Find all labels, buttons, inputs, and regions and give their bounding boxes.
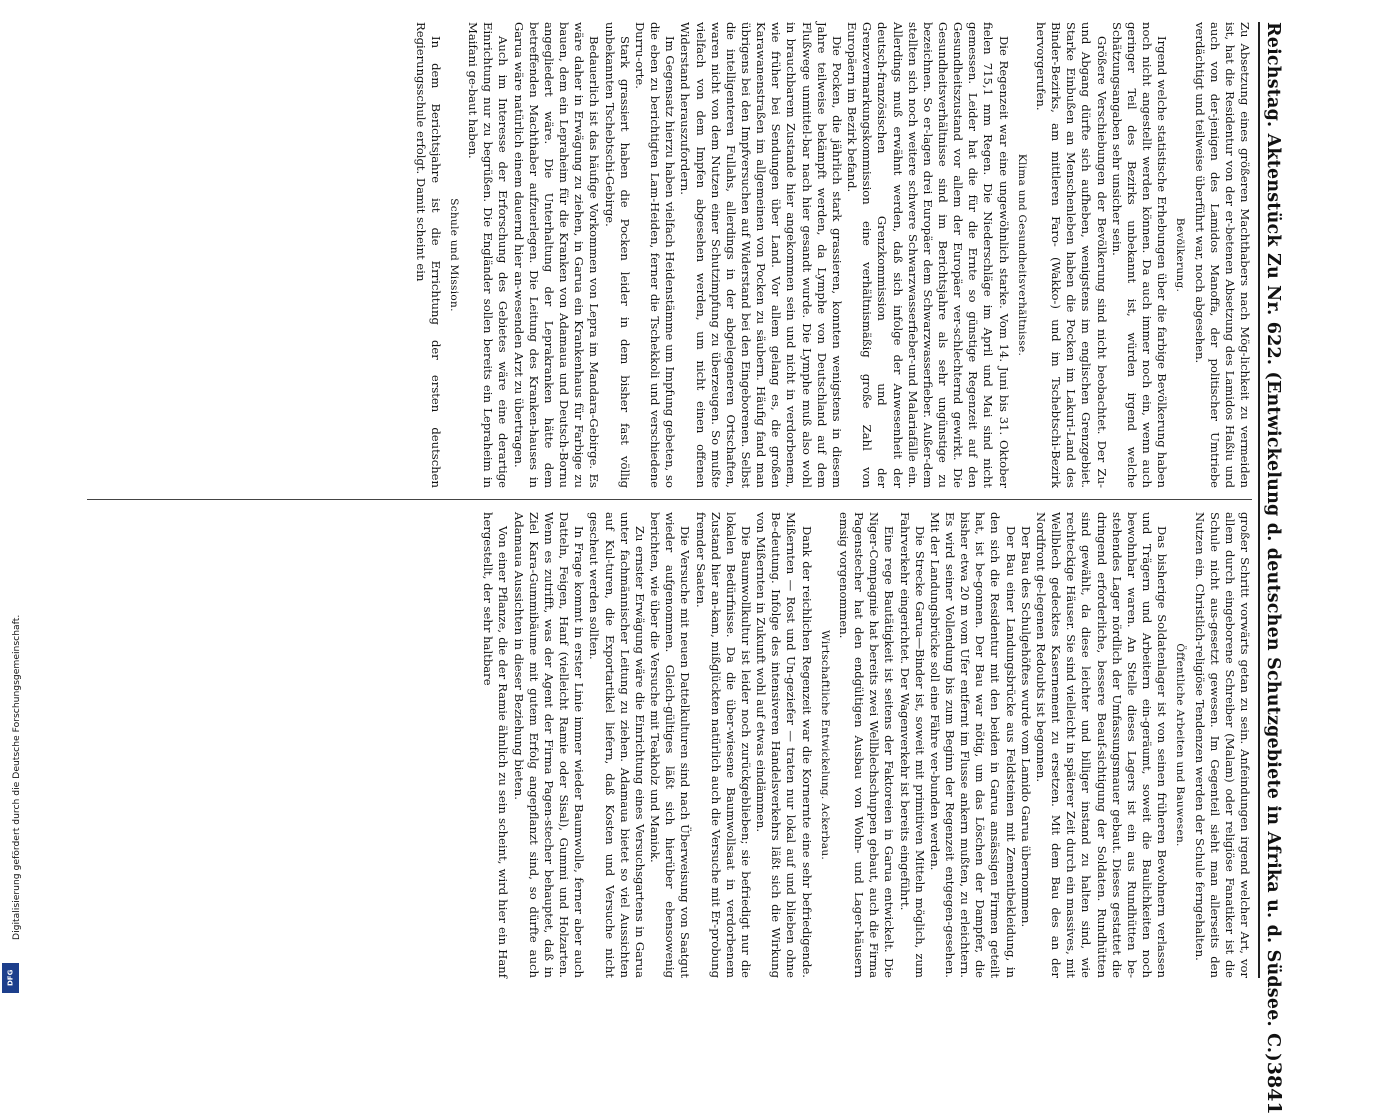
section-heading: Bevölkerung. [1174,217,1187,293]
page-header [1258,22,1294,1115]
paragraph: Größere Verschiebungen der Bevölkerung sind nicht beobachtet. Der Zu- und Abgang dürfte sich aufheben, wenigstens im englischen Grenzgebiet. Starke Einbußen an Menschenleben haben die Pocken im Lakuri-Land des Binder-Bezirks, am mittleren Faro- (Wakko-) und im Tschebtschi-Bezirk hervorgerufen. [1033,22,1109,488]
section-heading: Wirtschaftliche Entwickelung. Ackerbau. [818,629,831,861]
section-heading: Schule und Mission. [448,198,461,312]
paragraph: Der Bau des Schulgehöftes wurde vom Lamido Garua übernommen. [1018,526,1033,928]
paragraph: Die Strecke Garua—Binder ist, soweit mit primitiven Mitteln möglich, zum Fahrverkehr eingerichtet. Der Wagenverkehr ist bereits eingeführt. [897,512,927,978]
paragraph: Zu Absetzung eines größeren Machthabers nach Mög-lichkeit zu vermeiden ist, hat die Residentur von der er-betenen Absetzung des Lamidos Haßiu und auch von der-jenigen des Lamidos Manoffa, der politischer Umtriebe verdächtigt und teilweise überführt war, noch abgesehen. [1192,22,1252,488]
paragraph: Von einer Pflanze, die der Ramie ähnlich zu sein scheint, wird hier ein Hanf hergestellt, der sehr haltbare [481,512,511,978]
section-heading: Öffentliche Arbeiten und Bauwesen. [1174,643,1187,847]
paragraph: Zu ernster Erwägung wäre die Einrichtung eines Versuchsgartens in Garua unter fachmännischer Leitung zu ziehen. Adamaua bietet so viel Aussichten auf Kul-turen, die Exportartikel liefern, daß Kosten und Versuche nicht gescheut werden sollten. [587,512,647,978]
paragraph: Die Baumwollkultur ist leider noch zurückgeblieben; sie befriedigt nur die lokalen Bedürfnisse. Da die über-wiesene Baumwollsaat in verdorbenem Zustand hier an-kam, mißglückten natürlich auch die Versuche mit Er-probung fremder Saaten. [693,512,753,978]
paragraph: Die Versuche mit neuen Dattelkulturen sind nach Überweisung von Saatgut wieder aufgenommen. Gleich-gültiges läßt sich hierüber ebensowenig berichten, wie über die Versuche mit Teakholz und Maniok. [648,512,693,978]
paragraph: Eine rege Bautätigkeit ist seitens der Faktoreien in Garua entwickelt. Die Niger-Compagnie hat bereits zwei Wellblechschuppen gebaut, auch die Firma Pagenstecher hat den endgültigen Ausbau von Wohn- und Lager-häusern emsig vorgenommen. [836,512,897,978]
paragraph: Der Bau einer Landungsbrücke aus Feldsteinen mit Zementbekleidung, in den sich die Residentur mit den beiden in Garua ansässigen Firmen geteilt hat, ist be-gonnen. Der Bau war nötig, um das Löschen der Dampfer, die bisher etwa 20 m vom Ufer entfernt im Flusse ankern mußten, zu erleichtern. Es wird seiner Vollendung bis zum Beginn der Regenzeit entgegen-gesehen. Mit der Landungsbrücke soll eine Fähre ver-bunden werden. [927,512,1018,978]
paragraph: Die Regenzeit war eine ungewöhnlich starke. Vom 14. Juni bis 31. Oktober fielen 715,1 mm Regen. Die Niederschläge im April und Mai sind nicht gemessen. Leider hat die für die Ernte so günstige Regenzeit auf den Gesundheitszustand vor allem der Europäer ver-schlechternd gewirkt. Die Gesundheitsverhältnisse sind im Berichtsjahre als sehr ungünstige zu bezeichnen. So er-lagen drei Europäer dem Schwarzwasserfieber. Außer-dem stellten sich noch weitere schwere Schwarzwasserfieber-und Malariafälle ein. Allerdings muß erwähnt werden, daß sich infolge der Anwesenheit der deutsch-französischen Grenzkommission und der Grenzvermarkungskommission eine verhältnismäßig große Zahl von Europäern im Bezirk befand. [845,22,1011,488]
text-column-right [480,512,1252,978]
paragraph: Im Gegensatz hierzu haben vielfach Heidenstämme um Impfung gebeten, so die eben zu berichtigten Lam-Heiden, ferner die Tschekkoli und verschiedene Durru-orte. [632,22,678,488]
text-column-left [413,22,1252,488]
paragraph: Die Pocken, die jährlich stark grassieren, konnten wenigstens in diesem Jahre teilweise bekämpft werden, da Lymphe von Deutschland auf dem Flußwege unmittel-bar nach hier gesandt wurde. Die Lymphe muß also wohl in brauchbarem Zustande hier angekommen sein und nicht in verdorbenem, wie früher bei Sendungen über Land. Vor allem gelang es, die großen Karawanenstraßen im allgemeinen von Pocken zu säubern. Häufig fand man übrigens bei den Impfversuchen auf Widerstand bei den Eingeborenen. Selbst die intelligenteren Fullahs, allerdings in der abgelegeneren Ortschaften, waren nicht von dem Nutzen einer Schutzimpfung zu überzeugen. So mußte vielfach von dem Impfen abgesehen werden, um nicht einen offenen Widerstand herauszufordern. [678,22,844,488]
paragraph: In dem Berichtsjahre ist die Errichtung der ersten deutschen Regierungsschule erfolgt. Damit scheint ein [413,22,443,488]
digitization-credit: Digitalisierung gefördert durch die Deutsche Forschungsgemeinschaft. [11,614,22,940]
paragraph: Irgend welche statistische Erhebungen über die farbige Bevölkerung haben noch nicht angestellt werden können. Da auch immer noch ein, wenn auch geringer Teil des Bezirks unbekannt ist, würden irgend welche Schätzungsangaben sehr unsicher sein. [1109,22,1170,488]
section-heading: Klima und Gesundheitsverhältnisse. [1015,153,1028,357]
scanned-page [62,0,1302,1115]
paragraph: Das bisherige Soldatenlager ist von seinen früheren Bewohnern verlassen und Trägern und Arbeitern ein-geräumt, soweit die Baulichkeiten noch bewohnbar waren. An Stelle dieses Lagers ist ein aus Rundhütten be-stehendes Lager nördlich der Umfassungsmauer gebaut. Dieses gestattet die dringend erforderliche, bessere Beauf-sichtigung der Soldaten. Rundhütten sind gewählt, da diese leichter und billiger instand zu halten sind, wie rechteckige Häuser. Sie sind vielleicht in späterer Zeit durch ein massives, mit Wellblech gedecktes Kasernement zu ersetzen. Mit dem Bau des an der Nordfront ge-legenen Redoubts ist begonnen. [1033,512,1170,978]
running-title: Reichstag. Aktenstück Zu Nr. 622. (Entwickelung d. deutschen Schutzgebiete in Afrika u. d. Südsee. C.) [1263,22,1283,1062]
paragraph: In Frage kommt in erster Linie immer wieder Baumwolle, ferner aber auch Datteln, Feigen, Hanf (vielleicht Ramie oder Sisal), Gummi und Holzarten. Wenn es zutrifft, was der Agent der Firma Pagen-stecher behauptet, daß in Ziel Kara-Gummibäume mit gutem Erfolg angepflanzt sind, so dürfte auch Adamaua Aussichten in dieser Beziehung bieten. [511,512,587,978]
paragraph: Auch im Interesse der Erforschung des Gebietes wäre eine derartige Einrichtung nur zu begrüßen. Die Engländer sollen bereits ein Lepraheim in Maifani ge-baut haben. [466,22,511,488]
column-divider [87,499,1252,500]
page-number: 3841 [1263,1061,1285,1115]
dfg-logo-text: DFG [6,969,15,987]
gutter-strip [0,0,22,1000]
paragraph: Stark grassiert haben die Pocken leider in dem bisher fast völlig unbekannten Tschebtschi-Gebirge. [602,22,632,488]
paragraph: großer Schritt vorwärts getan zu sein. Anfeindungen irgend welcher Art, vor allem durch eingeborene Schreiber (Malam) oder religiöse Fanatiker ist die Schule nicht aus-gesetzt gewesen. Im Gegenteil sieht man allerseits den Nutzen ein. Christlich-religiöse Tendenzen werden der Schule ferngehalten. [1192,512,1252,978]
paragraph: Bedauerlich ist das häufige Vorkommen von Lepra im Mandara-Gebirge. Es wäre daher in Erwägung zu ziehen, in Garua ein Krankenhaus für Farbige zu bauen, dem ein Lepraheim für die Kranken von Adamaua und Deutsch-Bornu angegliedert wäre. Die Unterhaltung der Leprakranken hätte dem betreffenden Machthaber aufzuerlegen. Die Leitung des Kranken-hauses in Garua wäre natürlich einem dauernd hier an-wesenden Arzt zu übertragen. [511,22,602,488]
paragraph: Dank der reichlichen Regenzeit war die Kornernte eine sehr befriedigende. Mißernten — Rost und Un-geziefer — traten nur lokal auf und blieben ohne Be-deutung. Infolge des intensiveren Handelsverkehrs läßt sich die Wirkung von Mißernten in Zukunft wohl auf etwas eindämmen. [754,512,814,978]
dfg-logo [2,963,19,993]
